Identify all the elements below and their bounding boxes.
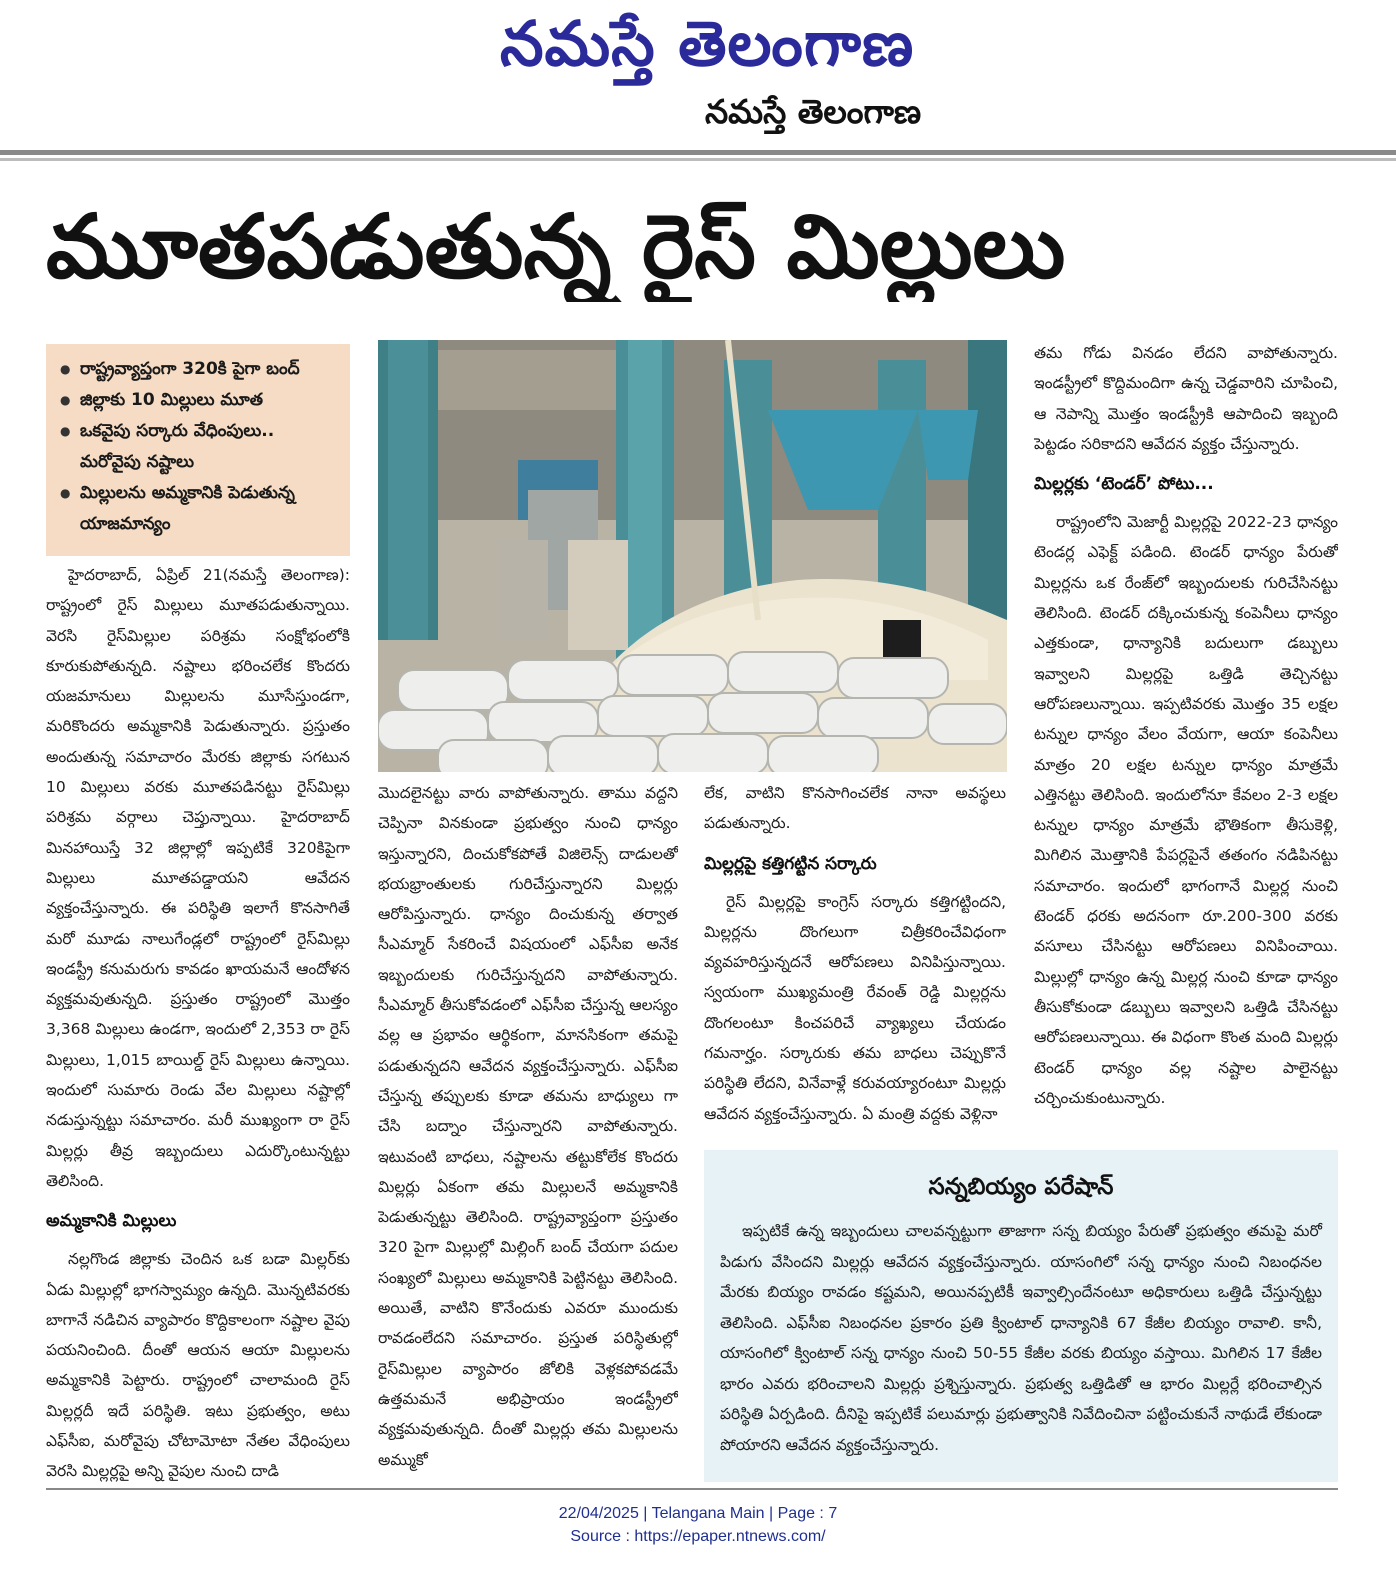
newspaper-logo: నమస్తే తెలంగాణ: [500, 7, 915, 80]
rice-mill-photo: [378, 340, 1007, 772]
highlights-box: [46, 344, 350, 556]
footer-source-link[interactable]: Source : https://epaper.ntnews.com/: [570, 1528, 826, 1545]
masthead: [0, 0, 1396, 150]
paragraph: హైదరాబాద్, ఏప్రిల్ 21(నమస్తే తెలంగాణ): రాష్ట్రంలో రైస్ మిల్లులు మూతపడుతున్నాయి. వెరసి రైస్‌మిల్లుల పరిశ్రమ సంక్షోభంలోకి కూరుకుపోతున్నది. నష్టాలు భరించలేక కొందరు యజమానులు మిల్లులను మూసేస్తుండగా, మరికొందరు అమ్మకానికి పెడుతున్నారు. ప్రస్తుతం అందుతున్న సమాచారం మేరకు జిల్లాకు సగటున 10 మిల్లులు వరకు మూతపడినట్టు రైస్‌మిల్లు పరిశ్రమ వర్గాలు చెప్తున్నాయి. హైదరాబాద్ మినహాయిస్తే 32 జిల్లాల్లో ఇప్పటికే 320కిపైగా మిల్లులు మూతపడ్డాయని ఆవేదన వ్యక్తంచేస్తున్నారు. ఈ పరిస్థితి ఇలాగే కొనసాగితే మరో మూడు నాలుగేండ్లలో రాష్ట్రంలో రైస్‌మిల్లు ఇండస్ట్రీ కనుమరుగు కావడం ఖాయమనే ఆందోళన వ్యక్తమవుతున్నది. ప్రస్తుతం రాష్ట్రంలో మొత్తం 3,368 మిల్లులు ఉండగా, ఇందులో 2,353 రా రైస్ మిల్లులు, 1,015 బాయిల్డ్ రైస్ మిల్లులు ఉన్నాయి. ఇందులో సుమారు రెండు వేల మిల్లులు నష్టాల్లో నడుస్తున్నట్టు సమాచారం. మరీ ముఖ్యంగా రా రైస్ మిల్లర్లు తీవ్ర ఇబ్బందులు ఎదుర్కొంటున్నట్టు తెలిసింది.: [46, 566, 350, 1190]
newspaper-sublogo: నమస్తే తెలంగాణ: [705, 92, 922, 131]
article-column-1: [46, 560, 350, 1482]
boxout-title: సన్నబియ్యం పరేషాన్: [928, 1174, 1114, 1200]
highlight-item: ● ఒకవైపు సర్కారు వేధింపులు.. మరోవైపు నష్టాలు: [60, 416, 338, 478]
paragraph: నల్లగొండ జిల్లాకు చెందిన ఒక బడా మిల్లర్‌కు ఏడు మిల్లుల్లో భాగస్వామ్యం ఉన్నది. మొన్నటివరకు బాగానే నడిచిన వ్యాపారం కొద్దికాలంగా నష్టాల వైపు పయనించింది. దీంతో ఆయన ఆయా మిల్లులను అమ్మకానికి పెట్టారు. రాష్ట్రంలో చాలామంది రైస్ మిల్లర్లదీ ఇదే పరిస్థితి. ఇటు ప్రభుత్వం, అటు ఎఫ్‌సీఐ, మరోవైపు చోటామోటా నేతల వేధింపులు వెరసి మిల్లర్లపై అన్ని వైపుల నుంచి దాడి: [46, 1250, 350, 1481]
boxout-body: ఇప్పటికే ఉన్న ఇబ్బందులు చాలవన్నట్టుగా తాజాగా సన్న బియ్యం పేరుతో ప్రభుత్వం తమపై మరో పిడుగు వేసిందని మిల్లర్లు ఆవేదన వ్యక్తంచేస్తున్నారు. యాసంగిలో సన్న ధాన్యం నుంచి నిబంధనల మేరకు బియ్యం రావడం కష్టమని, అయినప్పటికీ ఇవ్వాల్సిందేనంటూ అధికారులు ఒత్తిడి చేస్తున్నట్టు తెలిసింది. ఎఫ్‌సీఐ నిబంధనల ప్రకారం ప్రతి క్వింటాల్ ధాన్యానికి 67 కేజీల బియ్యం రావాలి. కానీ, యాసంగిలో క్వింటాల్ సన్న ధాన్యం నుంచి 50-55 కేజీల వరకు బియ్యం వస్తాయి. మిగిలిన 17 కేజీల భారం ఎవరు భరించాలని మిల్లర్లు ప్రశ్నిస్తున్నారు. ప్రభుత్వ ఒత్తిడితో ఆ భారం మిల్లర్లే భరించాల్సిన పరిస్థితి ఏర్పడింది. దీనిపై ఇప్పటికే పలుమార్లు ప్రభుత్వానికి నివేదించినా పట్టించుకునే నాథుడే లేకుండా పోయారని ఆవేదన వ్యక్తంచేస్తున్నారు.: [720, 1222, 1322, 1454]
paragraph: రాష్ట్రంలోని మెజార్టీ మిల్లర్లపై 2022-23 ధాన్యం టెండర్ల ఎఫెక్ట్ పడింది. టెండర్ ధాన్యం పేరుతో మిల్లర్లను ఒక రేంజ్‌లో ఇబ్బందులకు గురిచేసినట్టు తెలిసింది. టెండర్ దక్కించుకున్న కంపెనీలు ధాన్యం ఎత్తకుండా, ధాన్యానికి బదులుగా డబ్బులు ఇవ్వాలని మిల్లర్లపై ఒత్తిడి తెచ్చినట్టు ఆరోపణలున్నాయి. ఇప్పటివరకు మొత్తం 35 లక్షల టన్నుల ధాన్యం వేలం వేయగా, ఆయా కంపెనీలు మాత్రం 20 లక్షల టన్నుల ధాన్యం మాత్రమే ఎత్తినట్టు తెలిసింది. ఇందులోనూ కేవలం 2-3 లక్షల టన్నుల ధాన్యం మాత్రమే భౌతికంగా తీసుకెళ్లి, మిగిలిన మొత్తానికి పేపర్లపైనే తతంగం నడిపినట్టు సమాచారం. ఇందులో భాగంగానే మిల్లర్ల నుంచి టెండర్ ధరకు అదనంగా రూ.200-300 వరకు వసూలు చేసినట్టు ఆరోపణలు వినిపించాయి. మిల్లుల్లో ధాన్యం ఉన్న మిల్లర్ల నుంచి కూడా ధాన్యం తీసుకోకుండా డబ్బులు ఇవ్వాలని ఒత్తిడి చేసినట్టు ఆరోపణలున్నాయి. ఈ విధంగా కొంత మంది మిల్లర్లు టెండర్ ధాన్యం వల్ల నష్టాల పాలైనట్టు చర్చించుకుంటున్నారు.: [1034, 513, 1338, 1107]
footer-edition-info: 22/04/2025 | Telangana Main | Page : 7: [558, 1505, 838, 1522]
subheading: మిల్లర్లకు ‘టెండర్’ పోటు...: [1034, 474, 1214, 495]
masthead-rule: [0, 150, 1396, 155]
page-footer: [0, 1502, 1396, 1548]
paragraph: రైస్ మిల్లర్లపై కాంగ్రెస్ సర్కారు కత్తిగట్టిందని, మిల్లర్లను దొంగలుగా చిత్రీకరించేవిధంగా వ్యవహరిస్తున్నదనే ఆరోపణలు వినిపిస్తున్నాయి. స్వయంగా ముఖ్యమంత్రి రేవంత్ రెడ్డి మిల్లర్లను దొంగలంటూ కించపరిచే వ్యాఖ్యలు చేయడం గమనార్హం. సర్కారుకు తమ బాధలు చెప్పుకొనే పరిస్థితి లేదని, వినేవాళ్లే కరువయ్యారంటూ మిల్లర్లు ఆవేదన వ్యక్తంచేస్తున్నారు. ఏ మంత్రి వద్దకు వెళ్లినా: [704, 892, 1006, 1123]
article-column-2: [378, 778, 678, 1482]
highlight-item: ● జిల్లాకు 10 మిల్లులు మూత: [60, 385, 338, 416]
article-headline: మూతపడుతున్న రైస్ మిల్లులు: [46, 195, 1066, 298]
article-column-4: [1034, 338, 1338, 1138]
page-bottom-rule: [46, 1488, 1338, 1490]
masthead-rule-thin: [0, 158, 1396, 161]
paragraph: మొదలైనట్టు వారు వాపోతున్నారు. తాము వద్దని చెప్పినా వినకుండా ప్రభుత్వం నుంచి ధాన్యం ఇస్తున్నారని, దించుకోకపోతే విజిలెన్స్ దాడులతో భయభ్రాంతులకు గురిచేస్తున్నారని మిల్లర్లు ఆరోపిస్తున్నారు. ధాన్యం దించుకున్న తర్వాత సీఎమ్మార్ సేకరించే విషయంలో ఎఫ్‌సీఐ అనేక ఇబ్బందులకు గురిచేస్తున్నదని వాపోతున్నారు. సీఎమ్మార్ తీసుకోవడంలో ఎఫ్‌సీఐ చేస్తున్న ఆలస్యం వల్ల ఆ ప్రభావం ఆర్థికంగా, మానసికంగా తమపై పడుతున్నదని ఆవేదన వ్యక్తంచేస్తున్నారు. ఎఫ్‌సీఐ చేస్తున్న తప్పులకు కూడా తమను బాధ్యులు గా చేసి బద్నాం చేస్తున్నారని వాపోతున్నారు. ఇటువంటి బాధలు, నష్టాలను తట్టుకోలేక కొందరు మిల్లర్లు ఏకంగా తమ మిల్లులనే అమ్మకానికి పెడుతున్నట్టు తెలిసింది. రాష్ట్రవ్యాప్తంగా ప్రస్తుతం 320 పైగా మిల్లుల్లో మిల్లింగ్ బంద్ చేయగా పదుల సంఖ్యలో మిల్లులు అమ్మకానికి పెట్టినట్టు తెలిసింది. అయితే, వాటిని కొనేందుకు ఎవరూ ముందుకు రావడంలేదని సమాచారం. ప్రస్తుత పరిస్థితుల్లో రైస్‌మిల్లుల వ్యాపారం జోలికి వెళ్లకపోవడమే ఉత్తమమనే అభిప్రాయం ఇండస్ట్రీలో వ్యక్తమవుతున్నది. దీంతో మిల్లర్లు తమ మిల్లులను అమ్ముకో: [378, 784, 678, 1469]
highlight-item: ● మిల్లులను అమ్మకానికి పెడుతున్న యాజమాన్యం: [60, 478, 338, 540]
highlight-item: ● రాష్ట్రవ్యాప్తంగా 320కి పైగా బంద్: [60, 354, 338, 385]
subheading: మిల్లర్లపై కత్తిగట్టిన సర్కారు: [704, 853, 877, 874]
paragraph: లేక, వాటిని కొనసాగించలేక నానా అవస్థలు పడుతున్నారు.: [704, 784, 1006, 833]
article-column-3: [704, 778, 1006, 1138]
sidebar-boxout: [704, 1150, 1338, 1482]
subheading: అమ్మకానికి మిల్లులు: [46, 1211, 177, 1232]
paragraph: తమ గోడు వినడం లేదని వాపోతున్నారు. ఇండస్ట్రీలో కొద్దిమందిగా ఉన్న చెడ్డవారిని చూపించి, ఆ నెపాన్ని మొత్తం ఇండస్ట్రీకి ఆపాదించి ఇబ్బంది పెట్టడం సరికాదని ఆవేదన వ్యక్తం చేస్తున్నారు.: [1034, 344, 1338, 453]
